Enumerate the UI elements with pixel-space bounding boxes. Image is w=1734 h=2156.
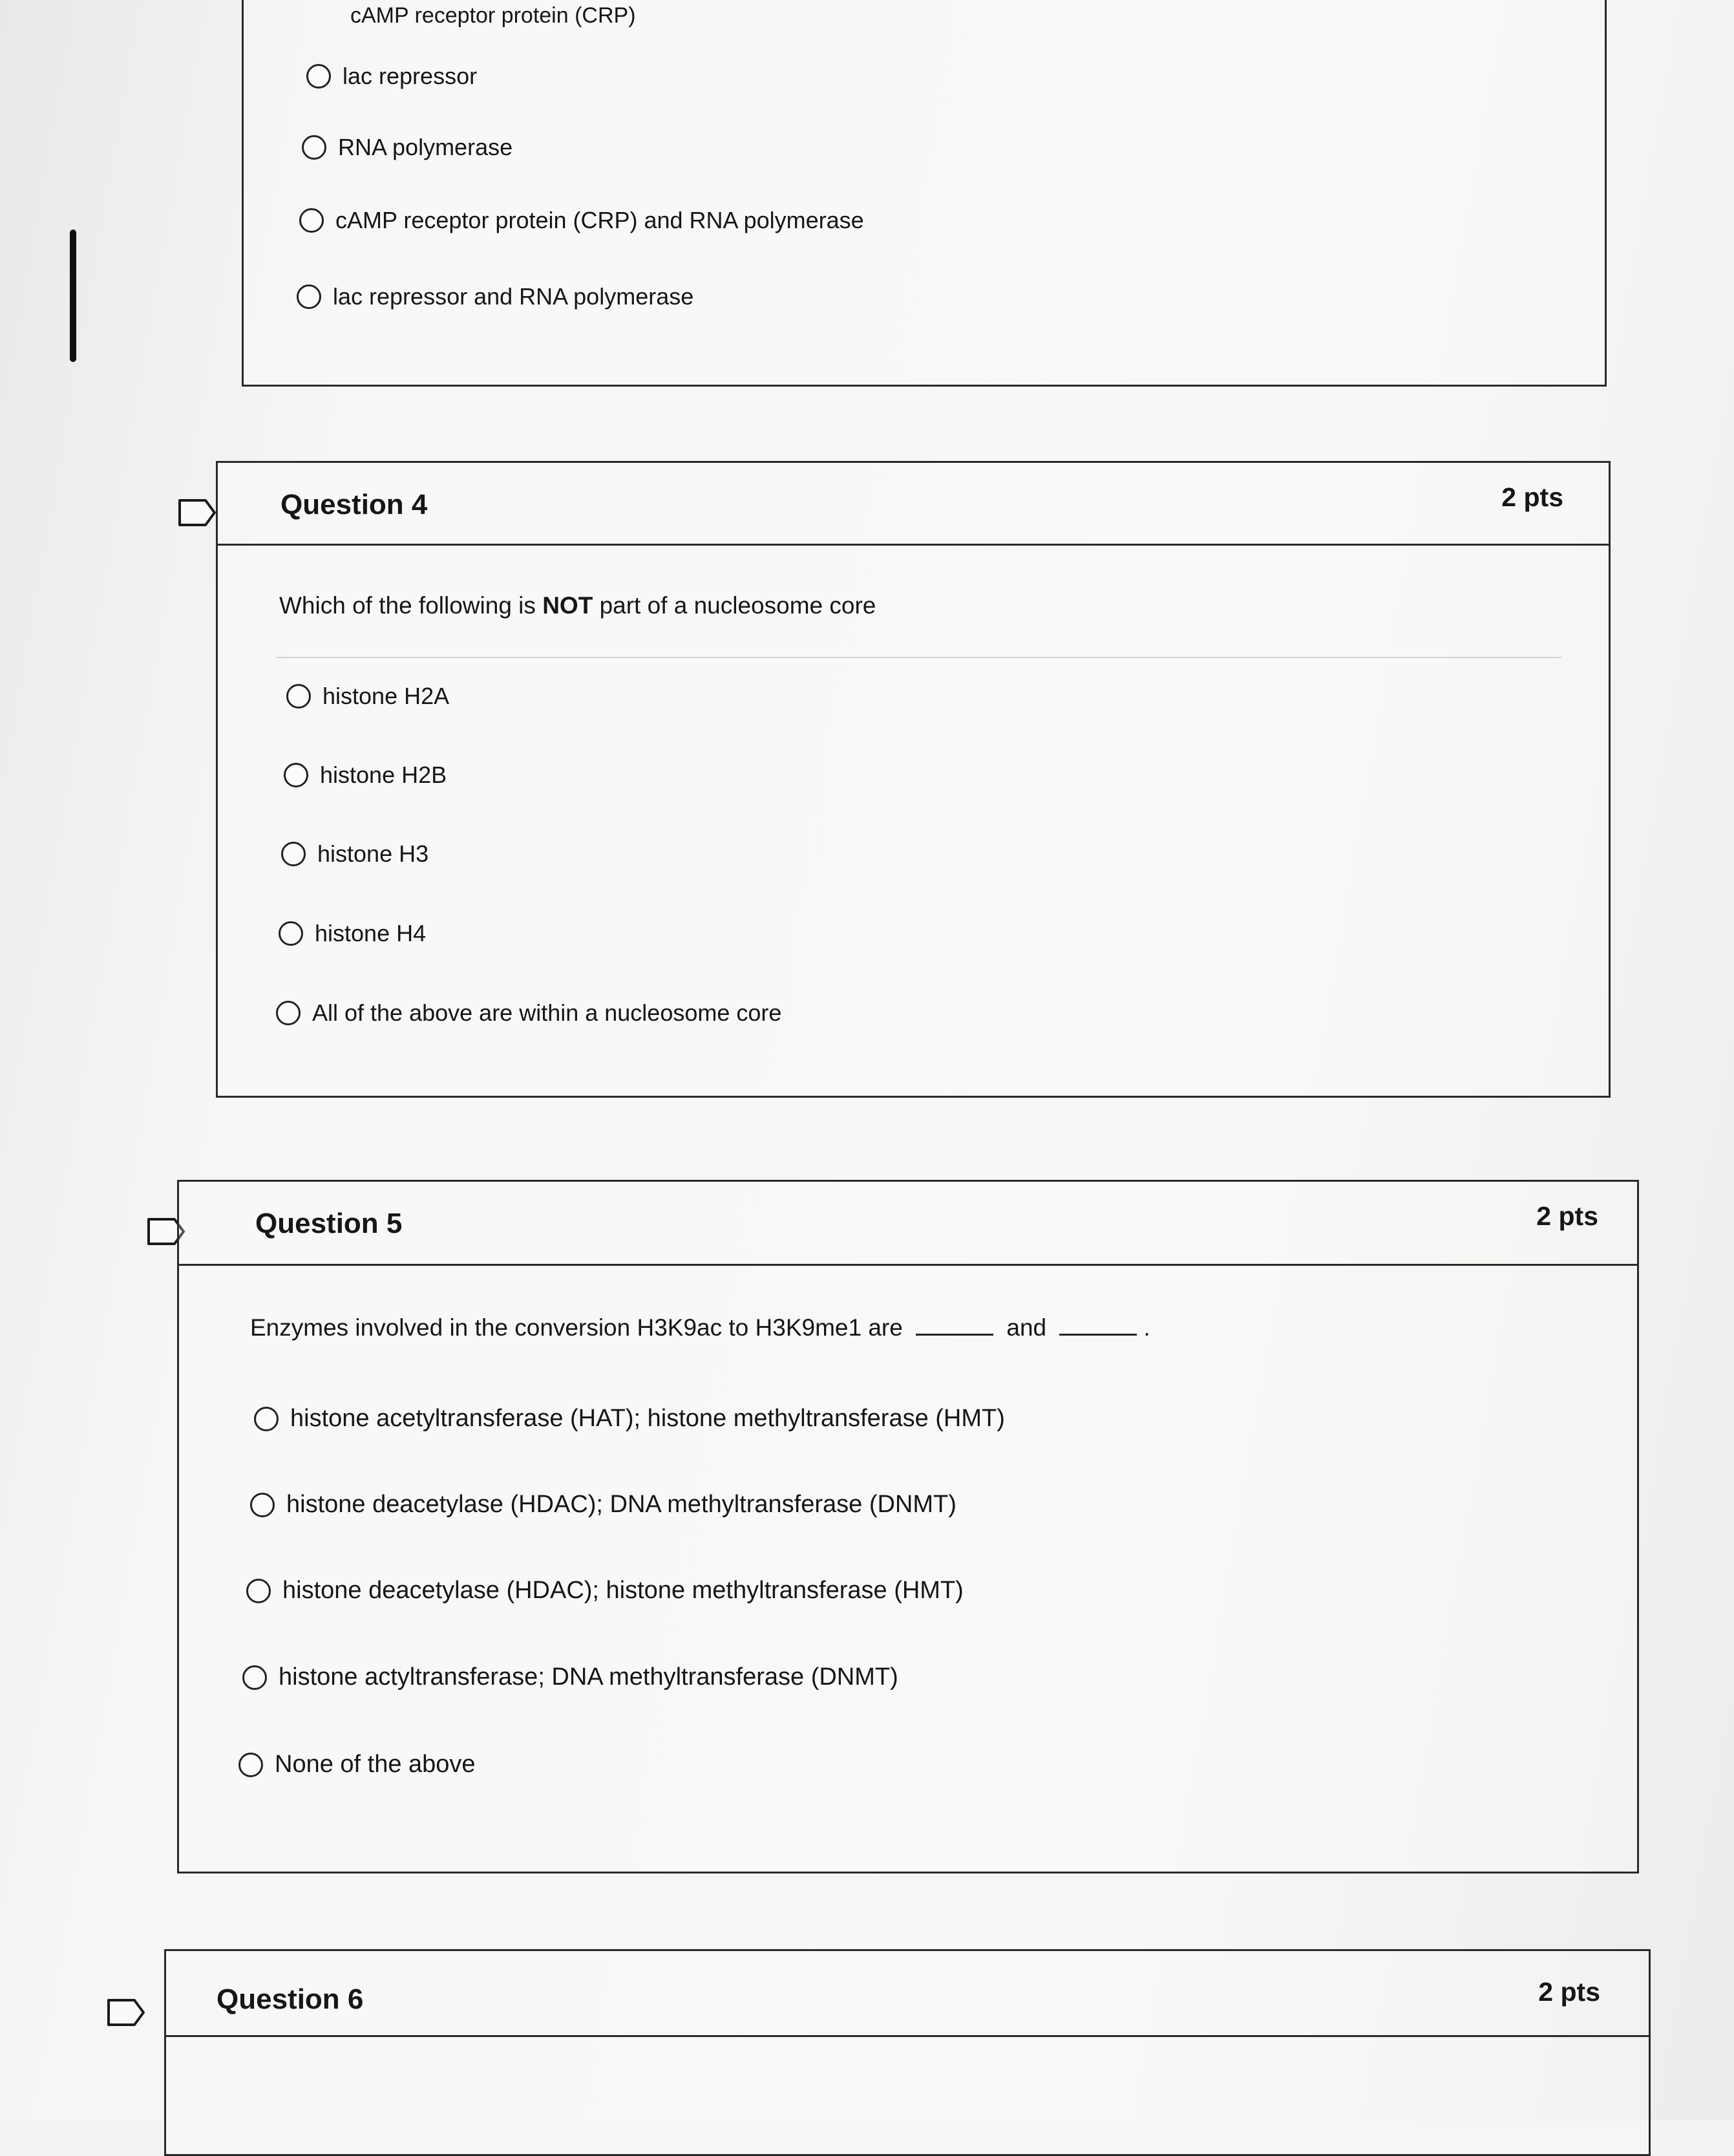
prompt-text: Enzymes involved in the conversion H3K9ac to H3K9me1 are	[250, 1314, 903, 1341]
question-5-option-3[interactable]	[246, 1577, 964, 1605]
option-label: lac repressor	[343, 63, 478, 89]
question-5-option-5[interactable]	[238, 1751, 476, 1778]
option-label: All of the above are within a nucleosome core	[312, 999, 782, 1026]
question-5-panel	[177, 1180, 1639, 1873]
question-3-option-4[interactable]	[297, 283, 693, 310]
option-label: histone H2A	[322, 683, 450, 709]
question-6-panel	[164, 1949, 1651, 2156]
question-5-option-1[interactable]	[254, 1405, 1005, 1433]
radio-empty-icon[interactable]	[297, 284, 321, 309]
question-5-option-2[interactable]	[250, 1491, 957, 1519]
question-4-option-2[interactable]	[284, 762, 447, 789]
prompt-text: part of a nucleosome core	[593, 592, 876, 619]
flag-outline-icon[interactable]	[177, 498, 217, 528]
prompt-text: Which of the following is	[279, 592, 543, 619]
question-6-title: Question 6	[217, 1983, 364, 2015]
option-label: lac repressor and RNA polymerase	[333, 283, 694, 310]
question-3-option-2[interactable]	[302, 134, 513, 161]
question-3-option-3[interactable]	[299, 207, 864, 234]
prompt-emphasis: NOT	[542, 592, 593, 619]
radio-empty-icon[interactable]	[286, 684, 311, 709]
radio-empty-icon[interactable]	[254, 1407, 279, 1431]
question-4-option-3[interactable]	[281, 840, 428, 868]
option-label: histone deacetylase (HDAC); DNA methyltransferase (DNMT)	[286, 1491, 957, 1518]
question-3-partial-option: cAMP receptor protein (CRP)	[350, 3, 636, 28]
binding-mark	[70, 229, 76, 362]
question-4-title: Question 4	[280, 489, 428, 520]
question-4-panel	[216, 461, 1611, 1098]
radio-empty-icon[interactable]	[279, 921, 303, 946]
prompt-period: .	[1143, 1314, 1150, 1341]
radio-empty-icon[interactable]	[250, 1493, 275, 1517]
radio-empty-icon[interactable]	[276, 1001, 301, 1025]
option-label: RNA polymerase	[338, 134, 513, 160]
question-4-option-5[interactable]	[276, 999, 781, 1027]
option-label: None of the above	[275, 1751, 476, 1778]
question-4-prompt	[279, 592, 876, 619]
question-3-panel	[242, 0, 1607, 387]
question-5-option-4[interactable]	[242, 1663, 898, 1691]
question-5-header	[179, 1182, 1637, 1266]
question-4-points: 2 pts	[1501, 482, 1563, 512]
question-6-header	[166, 1951, 1649, 2037]
question-5-title: Question 5	[255, 1208, 403, 1239]
divider	[276, 657, 1562, 658]
option-label: cAMP receptor protein (CRP) and RNA polymerase	[335, 207, 864, 233]
answer-blank-2	[1059, 1331, 1137, 1336]
option-label: histone deacetylase (HDAC); histone methyltransferase (HMT)	[282, 1577, 964, 1604]
option-label: histone actyltransferase; DNA methyltransferase (DNMT)	[279, 1663, 898, 1691]
question-4-header	[218, 463, 1609, 546]
option-label: histone H3	[317, 840, 429, 867]
radio-empty-icon[interactable]	[242, 1665, 267, 1690]
option-label: histone H2B	[320, 762, 447, 788]
radio-empty-icon[interactable]	[284, 763, 308, 787]
question-3-option-1[interactable]	[306, 63, 477, 90]
question-6-points: 2 pts	[1538, 1977, 1600, 2007]
question-5-points: 2 pts	[1536, 1201, 1598, 1231]
question-4-option-4[interactable]	[279, 920, 426, 947]
radio-empty-icon[interactable]	[238, 1753, 263, 1777]
option-label: histone acetyltransferase (HAT); histone methyltransferase (HMT)	[290, 1405, 1005, 1432]
radio-empty-icon[interactable]	[299, 208, 324, 233]
flag-outline-icon[interactable]	[106, 1998, 146, 2027]
question-4-option-1[interactable]	[286, 683, 449, 710]
radio-empty-icon[interactable]	[246, 1579, 271, 1603]
answer-blank-1	[916, 1331, 993, 1336]
radio-empty-icon[interactable]	[302, 135, 326, 160]
option-label: histone H4	[315, 920, 427, 946]
prompt-conjunction: and	[1006, 1314, 1047, 1341]
question-5-prompt	[250, 1314, 1150, 1341]
radio-empty-icon[interactable]	[306, 64, 331, 89]
radio-empty-icon[interactable]	[281, 842, 306, 866]
